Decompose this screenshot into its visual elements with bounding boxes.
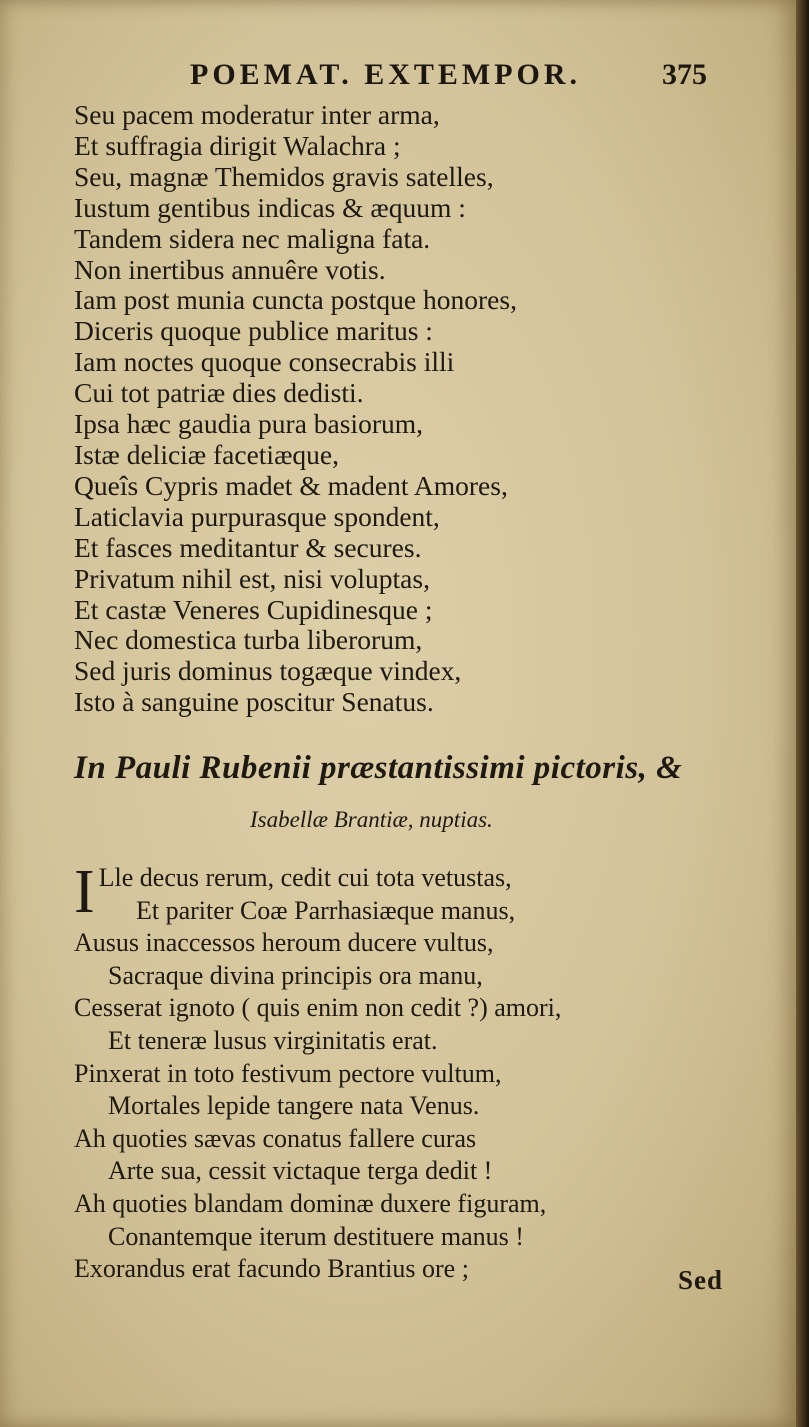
catchword: Sed bbox=[678, 1265, 724, 1295]
verse-line: Seu, magnæ Themidos gravis satelles, bbox=[74, 160, 494, 192]
verse-line: Pinxerat in toto festivum pectore vultum, bbox=[74, 1058, 502, 1088]
poem-title: In Pauli Rubenii præstantissimi pictoris, & bbox=[74, 750, 683, 786]
verse-line: Non inertibus annuêre votis. bbox=[74, 253, 386, 285]
page-edge bbox=[796, 0, 809, 1427]
poem-hendecasyllables bbox=[74, 100, 734, 718]
verse-line-indented: Et teneræ lusus virginitatis erat. bbox=[108, 1025, 438, 1055]
verse-line: Ah quoties sævas conatus fallere curas bbox=[74, 1123, 477, 1153]
verse-line: Isto à sanguine poscitur Senatus. bbox=[74, 686, 434, 718]
verse-line: Cesserat ignoto ( quis enim non cedit ?) amori, bbox=[74, 993, 562, 1023]
verse-line: Et castæ Veneres Cupidinesque ; bbox=[74, 593, 433, 625]
verse-line: Privatum nihil est, nisi voluptas, bbox=[74, 562, 430, 594]
verse-line: Ausus inaccessos heroum ducere vultus, bbox=[74, 928, 494, 958]
verse-line: Sed juris dominus togæque vindex, bbox=[74, 655, 462, 687]
drop-cap: I bbox=[74, 858, 95, 926]
poem-elegy bbox=[74, 858, 734, 1286]
verse-line: Diceris quoque publice maritus : bbox=[74, 315, 433, 347]
verse-line: Et suffragia dirigit Walachra ; bbox=[74, 129, 401, 161]
verse-line: Et pariter Coæ Parrhasiæque manus, bbox=[136, 895, 516, 925]
verse-text: Lle decus rerum, cedit cui tota vetustas, bbox=[98, 863, 512, 892]
verse-line-indented: Conantemque iterum destituere manus ! bbox=[108, 1221, 524, 1251]
verse-line: Laticlavia purpurasque spondent, bbox=[74, 500, 440, 532]
verse-line-indented: Sacraque divina principis ora manu, bbox=[108, 960, 483, 990]
verse-line: Iam noctes quoque consecrabis illi bbox=[74, 346, 455, 378]
verse-line: Seu pacem moderatur inter arma, bbox=[74, 99, 440, 130]
verse-line: Exorandus erat facundo Brantius ore ; bbox=[74, 1254, 469, 1284]
verse-line: Tandem sidera nec maligna fata. bbox=[74, 222, 431, 254]
verse-line: Et fasces meditantur & secures. bbox=[74, 531, 422, 563]
verse-line-indented: Mortales lepide tangere nata Venus. bbox=[108, 1091, 480, 1121]
verse-line: Iustum gentibus indicas & æquum : bbox=[74, 191, 466, 223]
verse-line: Istæ deliciæ facetiæque, bbox=[74, 438, 339, 470]
verse-line: Nec domestica turba liberorum, bbox=[74, 624, 423, 656]
page-number: 375 bbox=[662, 58, 707, 91]
poem-subtitle: Isabellæ Brantiæ, nuptias. bbox=[250, 807, 493, 832]
verse-line: Iam post munia cuncta postque honores, bbox=[74, 284, 517, 316]
verse-line: Queîs Cypris madet & madent Amores, bbox=[74, 469, 508, 501]
verse-line-indented: Arte sua, cessit victaque terga dedit ! bbox=[108, 1156, 493, 1186]
verse-line: Cui tot patriæ dies dedisti. bbox=[74, 377, 364, 409]
verse-line: Ah quoties blandam dominæ duxere figuram, bbox=[74, 1188, 547, 1218]
verse-line: Ipsa hæc gaudia pura basiorum, bbox=[74, 408, 424, 440]
running-head: POEMAT. EXTEMPOR. bbox=[190, 58, 582, 91]
